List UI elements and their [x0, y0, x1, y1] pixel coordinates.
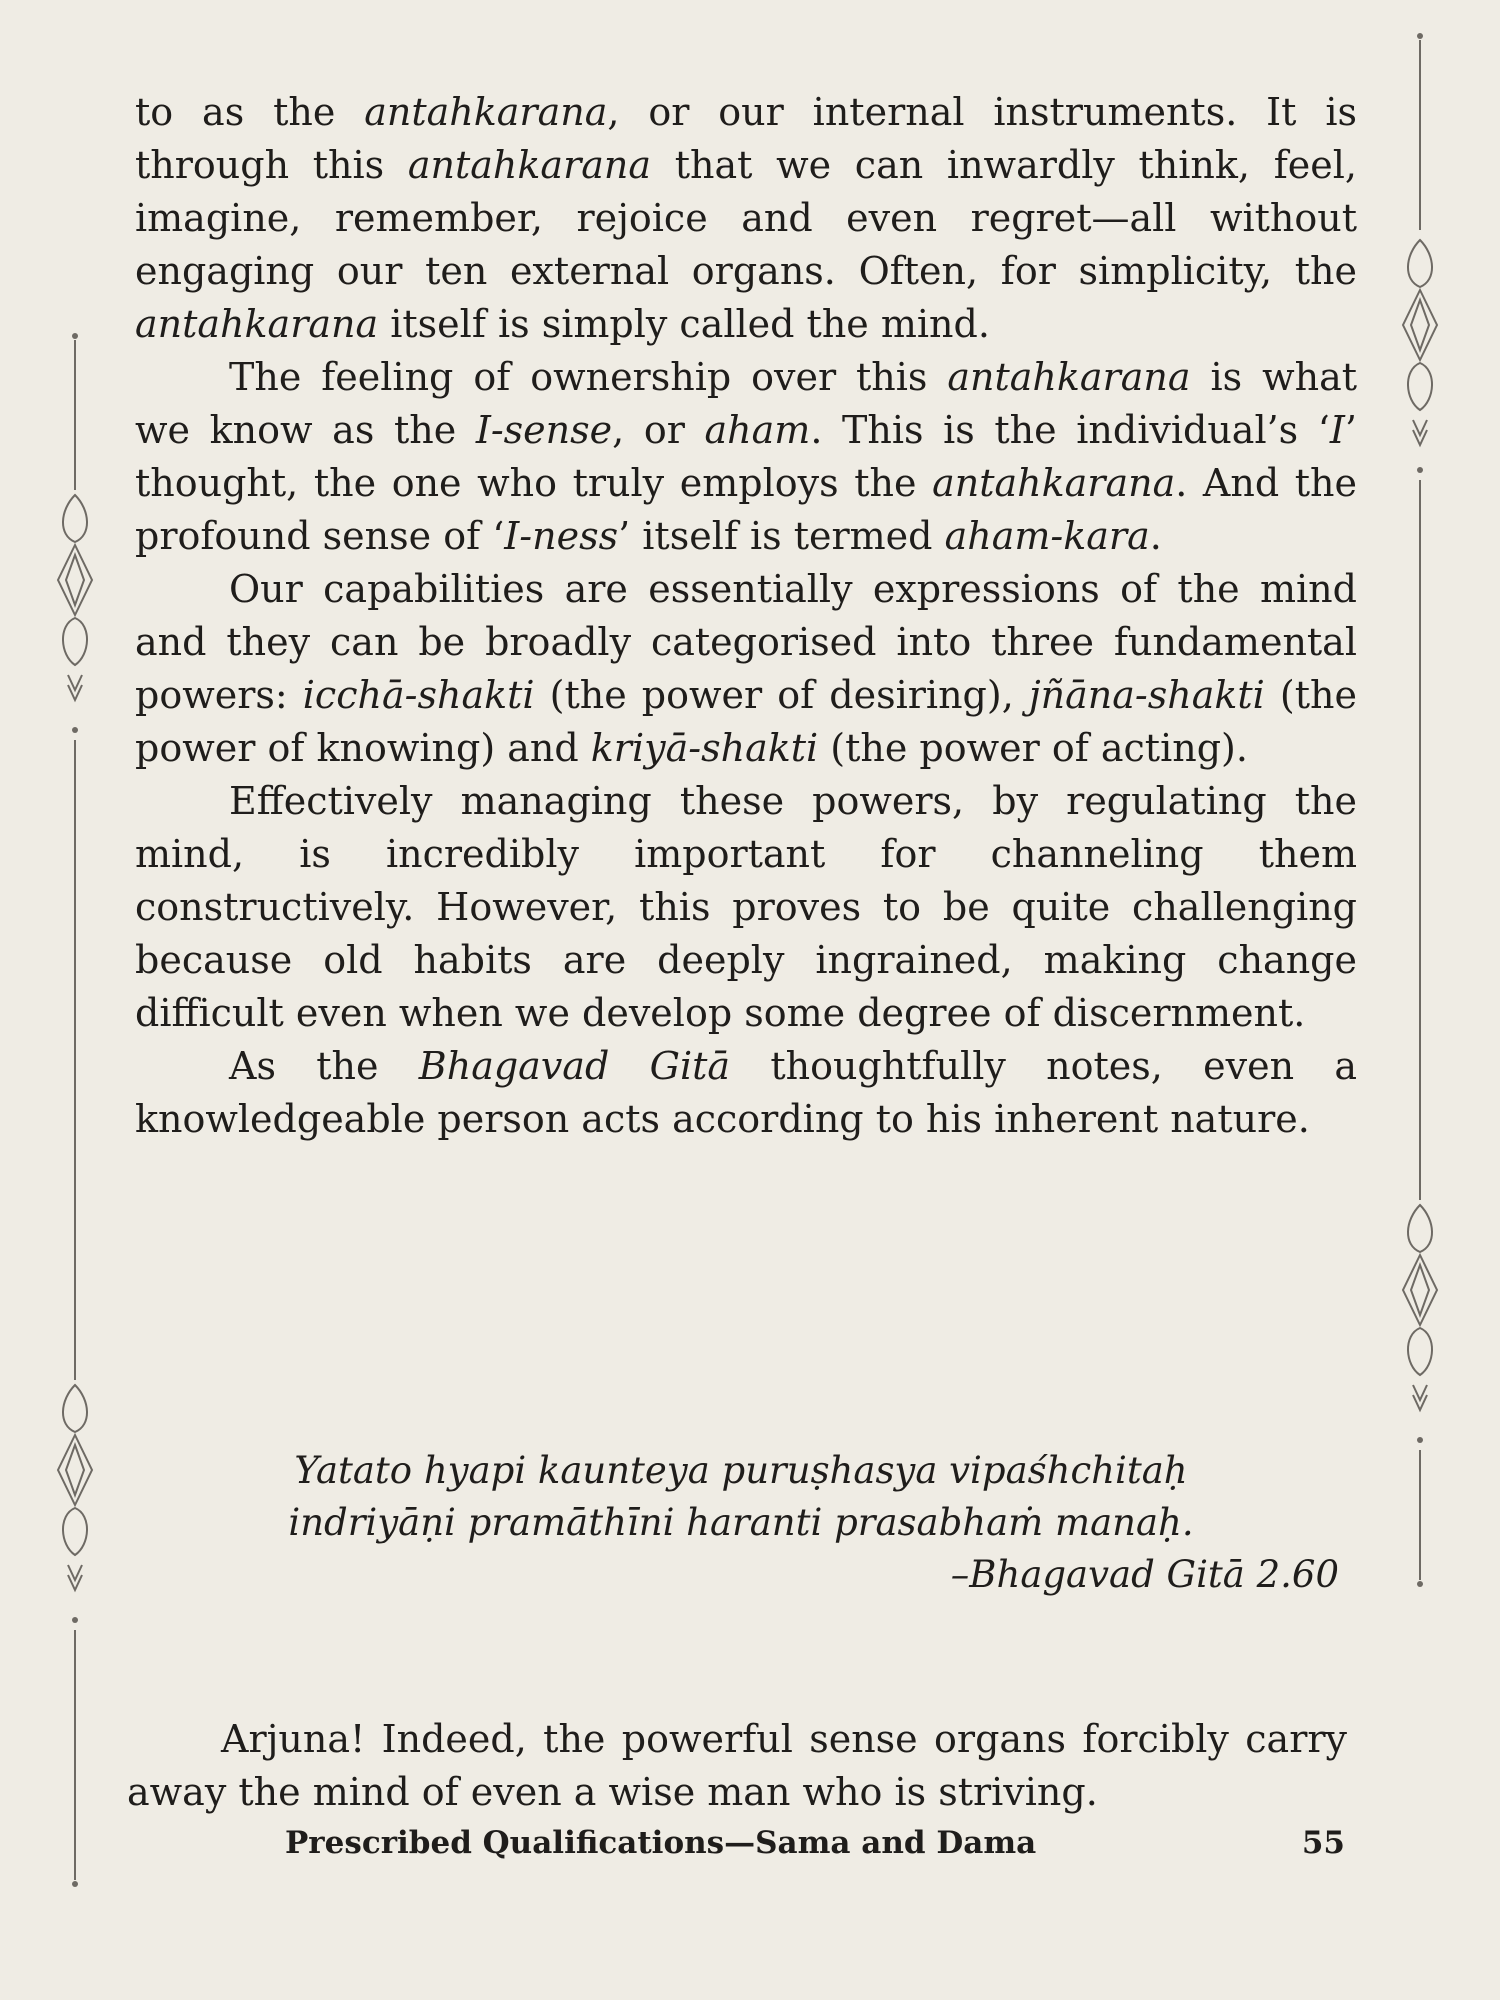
text-run: . — [1149, 514, 1162, 558]
right-ornament-border — [1385, 30, 1455, 1590]
body-text — [135, 86, 1357, 1146]
text-run: is what we know as the — [135, 355, 1357, 452]
verse-line-1: Yatato hyapi kaunteya puruṣhasya vipaśhchitaḥ — [294, 1449, 1188, 1492]
sanskrit-verse — [135, 1445, 1347, 1601]
italic-term: I-ness — [504, 514, 619, 558]
text-run: . This is the individual’s ‘ — [810, 408, 1330, 452]
italic-term: aham-kara — [944, 514, 1150, 558]
text-run: As the — [229, 1044, 419, 1088]
text-run: (the power of knowing) and — [135, 673, 1357, 770]
text-run: thoughtfully notes, even a knowledgeable person acts according to his inherent nature. — [135, 1044, 1357, 1141]
text-run: . And the profound sense of ‘ — [135, 461, 1358, 558]
text-run: ’ itself is termed — [618, 514, 945, 558]
text-run: , or our internal instruments. It is through this — [135, 90, 1357, 187]
verse-source: –Bhagavad Gitā 2.60 — [950, 1553, 1339, 1596]
text-run: to as the — [135, 90, 365, 134]
text-run: Effectively managing these powers, by regulating the mind, is incredibly important for channeling them constructively. However, this proves to be quite challenging because old habits are deeply ingrained, making change difficult even when we develop some degree of discernment. — [135, 779, 1357, 1035]
italic-term: I-sense — [475, 408, 613, 452]
text-run: itself is simply called the mind. — [378, 302, 990, 346]
italic-term: jñāna-shakti — [1028, 673, 1265, 717]
left-ornament-border — [40, 330, 110, 1890]
text-run: ’ thought, the one who truly employs the — [135, 408, 1357, 505]
paragraph — [135, 563, 1357, 775]
italic-term: antahkarana — [947, 355, 1191, 399]
italic-term: icchā-shakti — [302, 673, 535, 717]
page-number: 55 — [1301, 1825, 1345, 1861]
verse-translation: Arjuna! Indeed, the powerful sense organs forcibly carry away the mind of even a wise man who is striving. — [127, 1717, 1347, 1814]
italic-term: antahkarana — [932, 461, 1176, 505]
text-run: , or — [612, 408, 705, 452]
verse-line-2: indriyāṇi pramāthīni haranti prasabhaṁ manaḥ. — [288, 1501, 1194, 1544]
italic-term: antahkarana — [407, 143, 652, 187]
paragraph — [135, 1040, 1357, 1146]
paragraph — [135, 775, 1357, 1040]
italic-term: Bhagavad Gitā — [418, 1044, 731, 1088]
text-run: Our capabilities are essentially expressions of the mind and they can be broadly categorised into three fundamental powers: — [135, 567, 1357, 717]
text-run: The feeling of ownership over this — [229, 355, 948, 399]
italic-term: antahkarana — [135, 302, 379, 346]
italic-term: kriyā-shakti — [590, 726, 819, 770]
italic-term: aham — [704, 408, 811, 452]
paragraph — [135, 86, 1357, 351]
italic-term: I — [1329, 408, 1345, 452]
italic-term: antahkarana — [364, 90, 608, 134]
paragraph — [135, 351, 1357, 563]
running-footer-title: Prescribed Qualifications—Sama and Dama — [285, 1825, 1037, 1861]
text-run: that we can inwardly think, feel, imagine, remember, rejoice and even regret—all without engaging our ten external organs. Often, for simplicity, the — [135, 143, 1357, 293]
text-run: (the power of desiring), — [534, 673, 1029, 717]
text-run: (the power of acting). — [818, 726, 1248, 770]
